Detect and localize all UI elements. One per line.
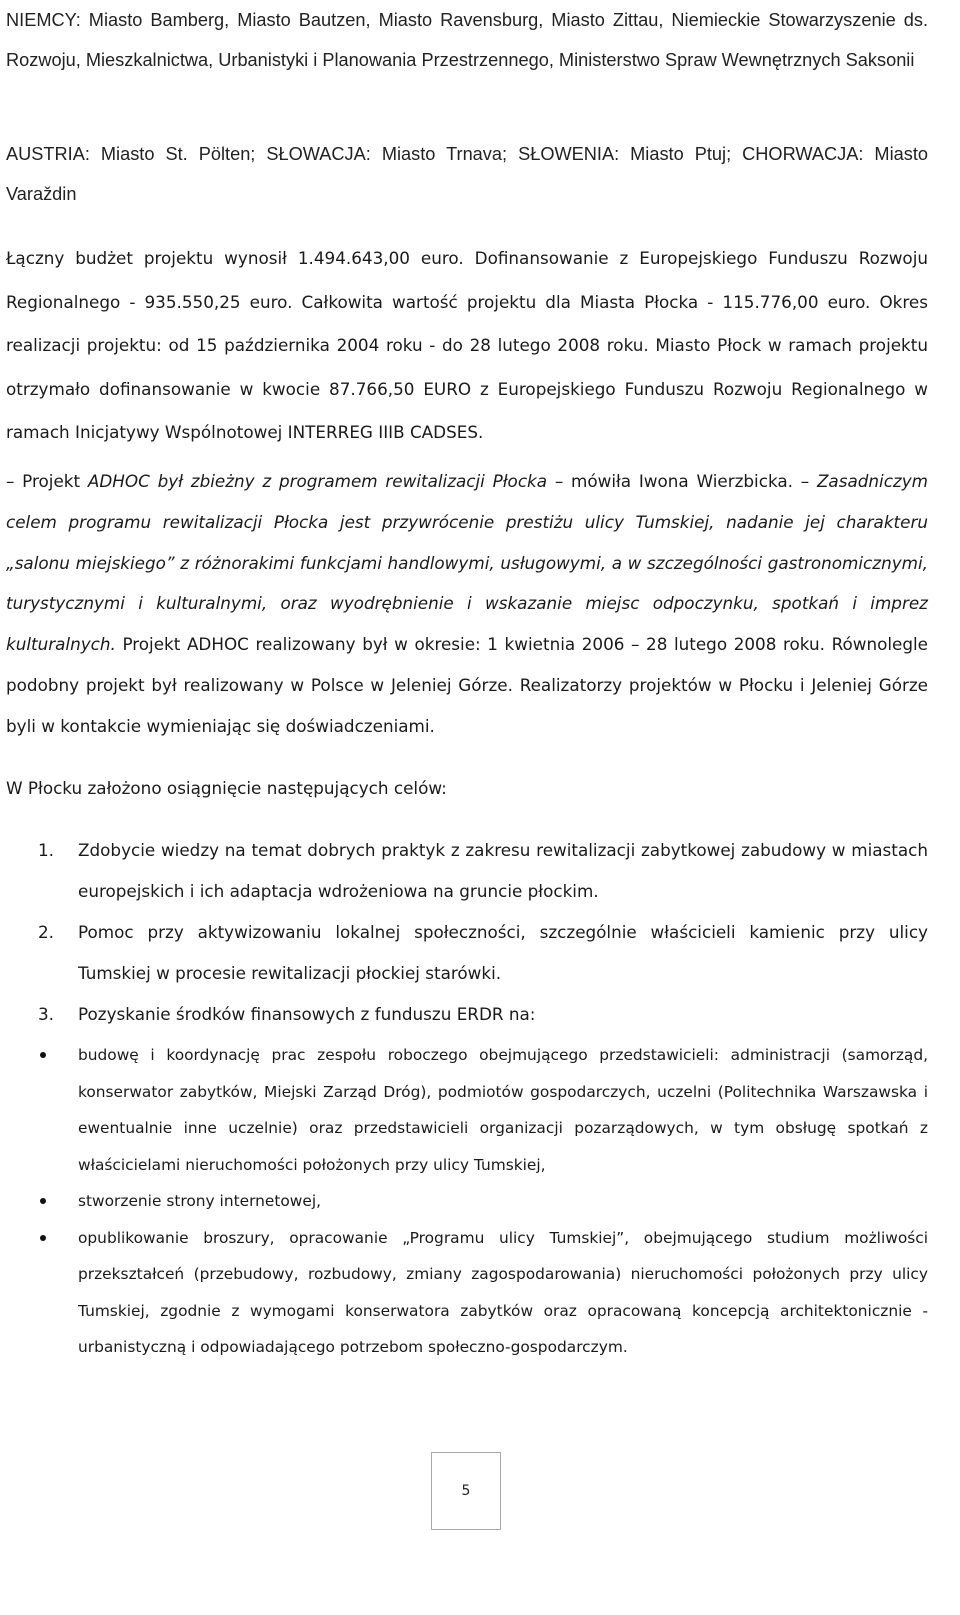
goals-list xyxy=(6,830,928,1035)
quote-paragraph xyxy=(6,461,928,747)
quote-dash-mid: – mówiła Iwona Wierzbicka. – xyxy=(547,471,817,491)
goal-text: Pozyskanie środków finansowych z funduszu ERDR na: xyxy=(78,1004,536,1024)
goal-item xyxy=(6,830,928,912)
partners-others-paragraph: AUSTRIA: Miasto St. Pölten; SŁOWACJA: Miasto Trnava; SŁOWENIA: Miasto Ptuj; CHORWACJA: Miasto Varaždin xyxy=(6,144,928,204)
partners-germany-paragraph: NIEMCY: Miasto Bamberg, Miasto Bautzen, Miasto Ravensburg, Miasto Zittau, Niemieckie Stowarzyszenie ds. Rozwoju, Mieszkalnictwa, Urbanistyki i Planowania Przestrzennego, Ministerstwo Spraw Wewnętrznych Saksonii xyxy=(6,10,928,70)
tasks-list xyxy=(6,1037,928,1366)
goals-intro: W Płocku założono osiągnięcie następujących celów: xyxy=(6,778,447,798)
bullet-icon xyxy=(40,1235,46,1241)
goal-item xyxy=(6,994,928,1035)
page-number-box xyxy=(431,1452,501,1530)
task-item xyxy=(6,1220,928,1366)
task-text: stworzenie strony internetowej, xyxy=(78,1192,322,1210)
goal-text: Pomoc przy aktywizowaniu lokalnej społeczności, szczególnie właścicieli kamienic przy ulicy Tumskiej w procesie rewitalizacji płockiej starówki. xyxy=(78,922,928,983)
quote-dash-open: – Projekt xyxy=(6,471,88,491)
bullet-icon xyxy=(40,1198,46,1204)
task-text: opublikowanie broszury, opracowanie „Programu ulicy Tumskiej”, obejmującego studium możliwości przekształceń (przebudowy, rozbudowy, zmiany zagospodarowania) nieruchomości położonych przy ulicy Tumskiej, zgodnie z wymogami konserwatora zabytków oraz opracowaną koncepcją architektonicznie - urbanistyczną i odpowiadającego potrzebom społeczno-gospodarczym. xyxy=(78,1228,928,1356)
goal-text: Zdobycie wiedzy na temat dobrych praktyk z zakresu rewitalizacji zabytkowej zabudowy w miastach europejskich i ich adaptacja wdrożeniowa na gruncie płockim. xyxy=(78,840,928,901)
budget-paragraph: Łączny budżet projektu wynosił 1.494.643,00 euro. Dofinansowanie z Europejskiego Funduszu Rozwoju Regionalnego - 935.550,25 euro. Całkowita wartość projektu dla Miasta Płocka - 115.776,00 euro. Okres realizacji projektu: od 15 października 2004 roku - do 28 lutego 2008 roku. Miasto Płock w ramach projektu otrzymało dofinansowanie w kwocie 87.766,50 EURO z Europejskiego Funduszu Rozwoju Regionalnego w ramach Inicjatywy Wspólnotowej INTERREG IIIB CADSES. xyxy=(6,248,928,442)
goal-number: 3. xyxy=(38,1004,55,1024)
quote-part-2: Zasadniczym celem programu rewitalizacji Płocka jest przywrócenie prestiżu ulicy Tumskiej, nadanie jej charakteru „salonu miejskiego” z różnorakimi funkcjami handlowymi, usługowymi, a w szczególności gastronomicznymi, turystycznymi i kulturalnymi, oraz wyodrębnienie i wskazanie miejsc odpoczynku, spotkań i imprez kulturalnych. xyxy=(6,471,929,655)
quote-part-1: ADHOC był zbieżny z programem rewitalizacji Płocka xyxy=(87,471,548,491)
page-number: 5 xyxy=(461,1483,471,1499)
task-item xyxy=(6,1037,928,1183)
goal-number: 1. xyxy=(38,840,55,860)
task-item xyxy=(6,1183,928,1220)
bullet-icon xyxy=(40,1052,46,1058)
goal-number: 2. xyxy=(38,922,55,942)
task-text: budowę i koordynację prac zespołu roboczego obejmującego przedstawicieli: administracji (samorząd, konserwator zabytków, Miejski Zarząd Dróg), podmiotów gospodarczych, uczelni (Politechnika Warszawska i ewentualnie inne uczelnie) oraz przedstawicieli organizacji pozarządowych, w tym obsługę spotkań z właścicielami nieruchomości położonych przy ulicy Tumskiej, xyxy=(78,1046,928,1174)
quote-tail: Projekt ADHOC realizowany był w okresie: 1 kwietnia 2006 – 28 lutego 2008 roku. Równolegle podobny projekt był realizowany w Polsce w Jeleniej Górze. Realizatorzy projektów w Płocku i Jeleniej Górze byli w kontakcie wymieniając się doświadczeniami. xyxy=(6,634,928,736)
goal-item xyxy=(6,912,928,994)
